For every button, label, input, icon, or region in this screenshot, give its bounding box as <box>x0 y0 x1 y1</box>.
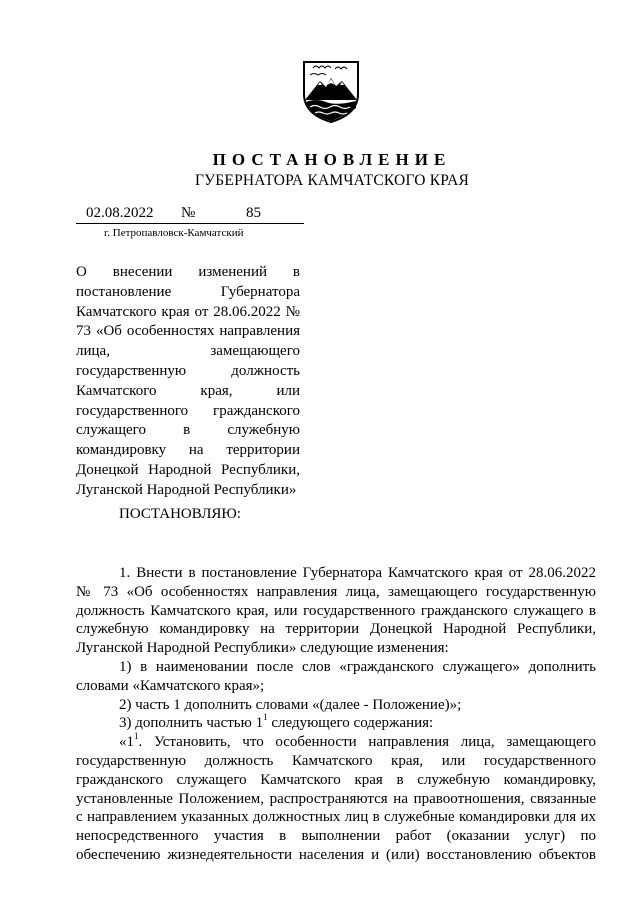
paragraph-5-superscript: 1 <box>134 731 139 742</box>
registration-city: г. Петропавловск-Камчатский <box>104 227 244 239</box>
registration-date: 02.08.2022 <box>86 205 154 221</box>
body-paragraph-4 <box>76 714 596 733</box>
paragraph-4-text-end: следующего содержания: <box>267 715 434 732</box>
document-title: ПОСТАНОВЛЕНИЕ <box>212 150 452 169</box>
body-paragraph-5 <box>76 733 596 865</box>
document-subject: О внесении изменений в постановление Губернатора Камчатского края от 28.06.2022 № 73 «Об особенностях направления лица, замещающего государственную должность Камчатского края, или государственного гражданского служащего в служебную командировку на территории Донецкой Народной Республики, Луганской Народной Республики» <box>76 264 300 498</box>
paragraph-4-text-start: 3) дополнить частью 1 <box>119 715 264 732</box>
paragraph-5-text-end: . Установить, что особенности направления лица, замещающего государственную должность Камчатского края, или государственного гражданского служащего Камчатского края в служебную командировку, установленные Положением, распространяются на правоотношения, связанные с направлением указанных должностных лиц в служебные командировки для их непосредственного участия в выполнении работ (оказании услуг) по обеспечению жизнедеятельности населения и (или) восстановлению объектов <box>76 734 596 863</box>
decree-word: ПОСТАНОВЛЯЮ: <box>119 506 241 522</box>
paragraph-4-superscript: 1 <box>263 712 268 723</box>
registration-number: 85 <box>246 205 261 221</box>
document-subtitle: ГУБЕРНАТОРА КАМЧАТСКОГО КРАЯ <box>194 172 470 189</box>
document-body <box>76 564 596 865</box>
registration-number-sign: № <box>181 205 196 221</box>
paragraph-5-text-start: «1 <box>119 734 134 751</box>
coat-of-arms-emblem <box>300 58 362 124</box>
registration-underline <box>76 223 304 224</box>
body-paragraph-1: 1. Внести в постановление Губернатора Камчатского края от 28.06.2022 № 73 «Об особенностях направления лица, замещающего государственную должность Камчатского края, или государственного гражданского служащего в служебную командировку на территории Донецкой Народной Республики, Луганской Народной Республики» следующие изменения: <box>76 565 596 657</box>
body-paragraph-3: 2) часть 1 дополнить словами «(далее - Положение)»; <box>119 696 462 713</box>
body-paragraph-2: 1) в наименовании после слов «гражданского служащего» дополнить словами «Камчатского края»; <box>76 658 596 694</box>
